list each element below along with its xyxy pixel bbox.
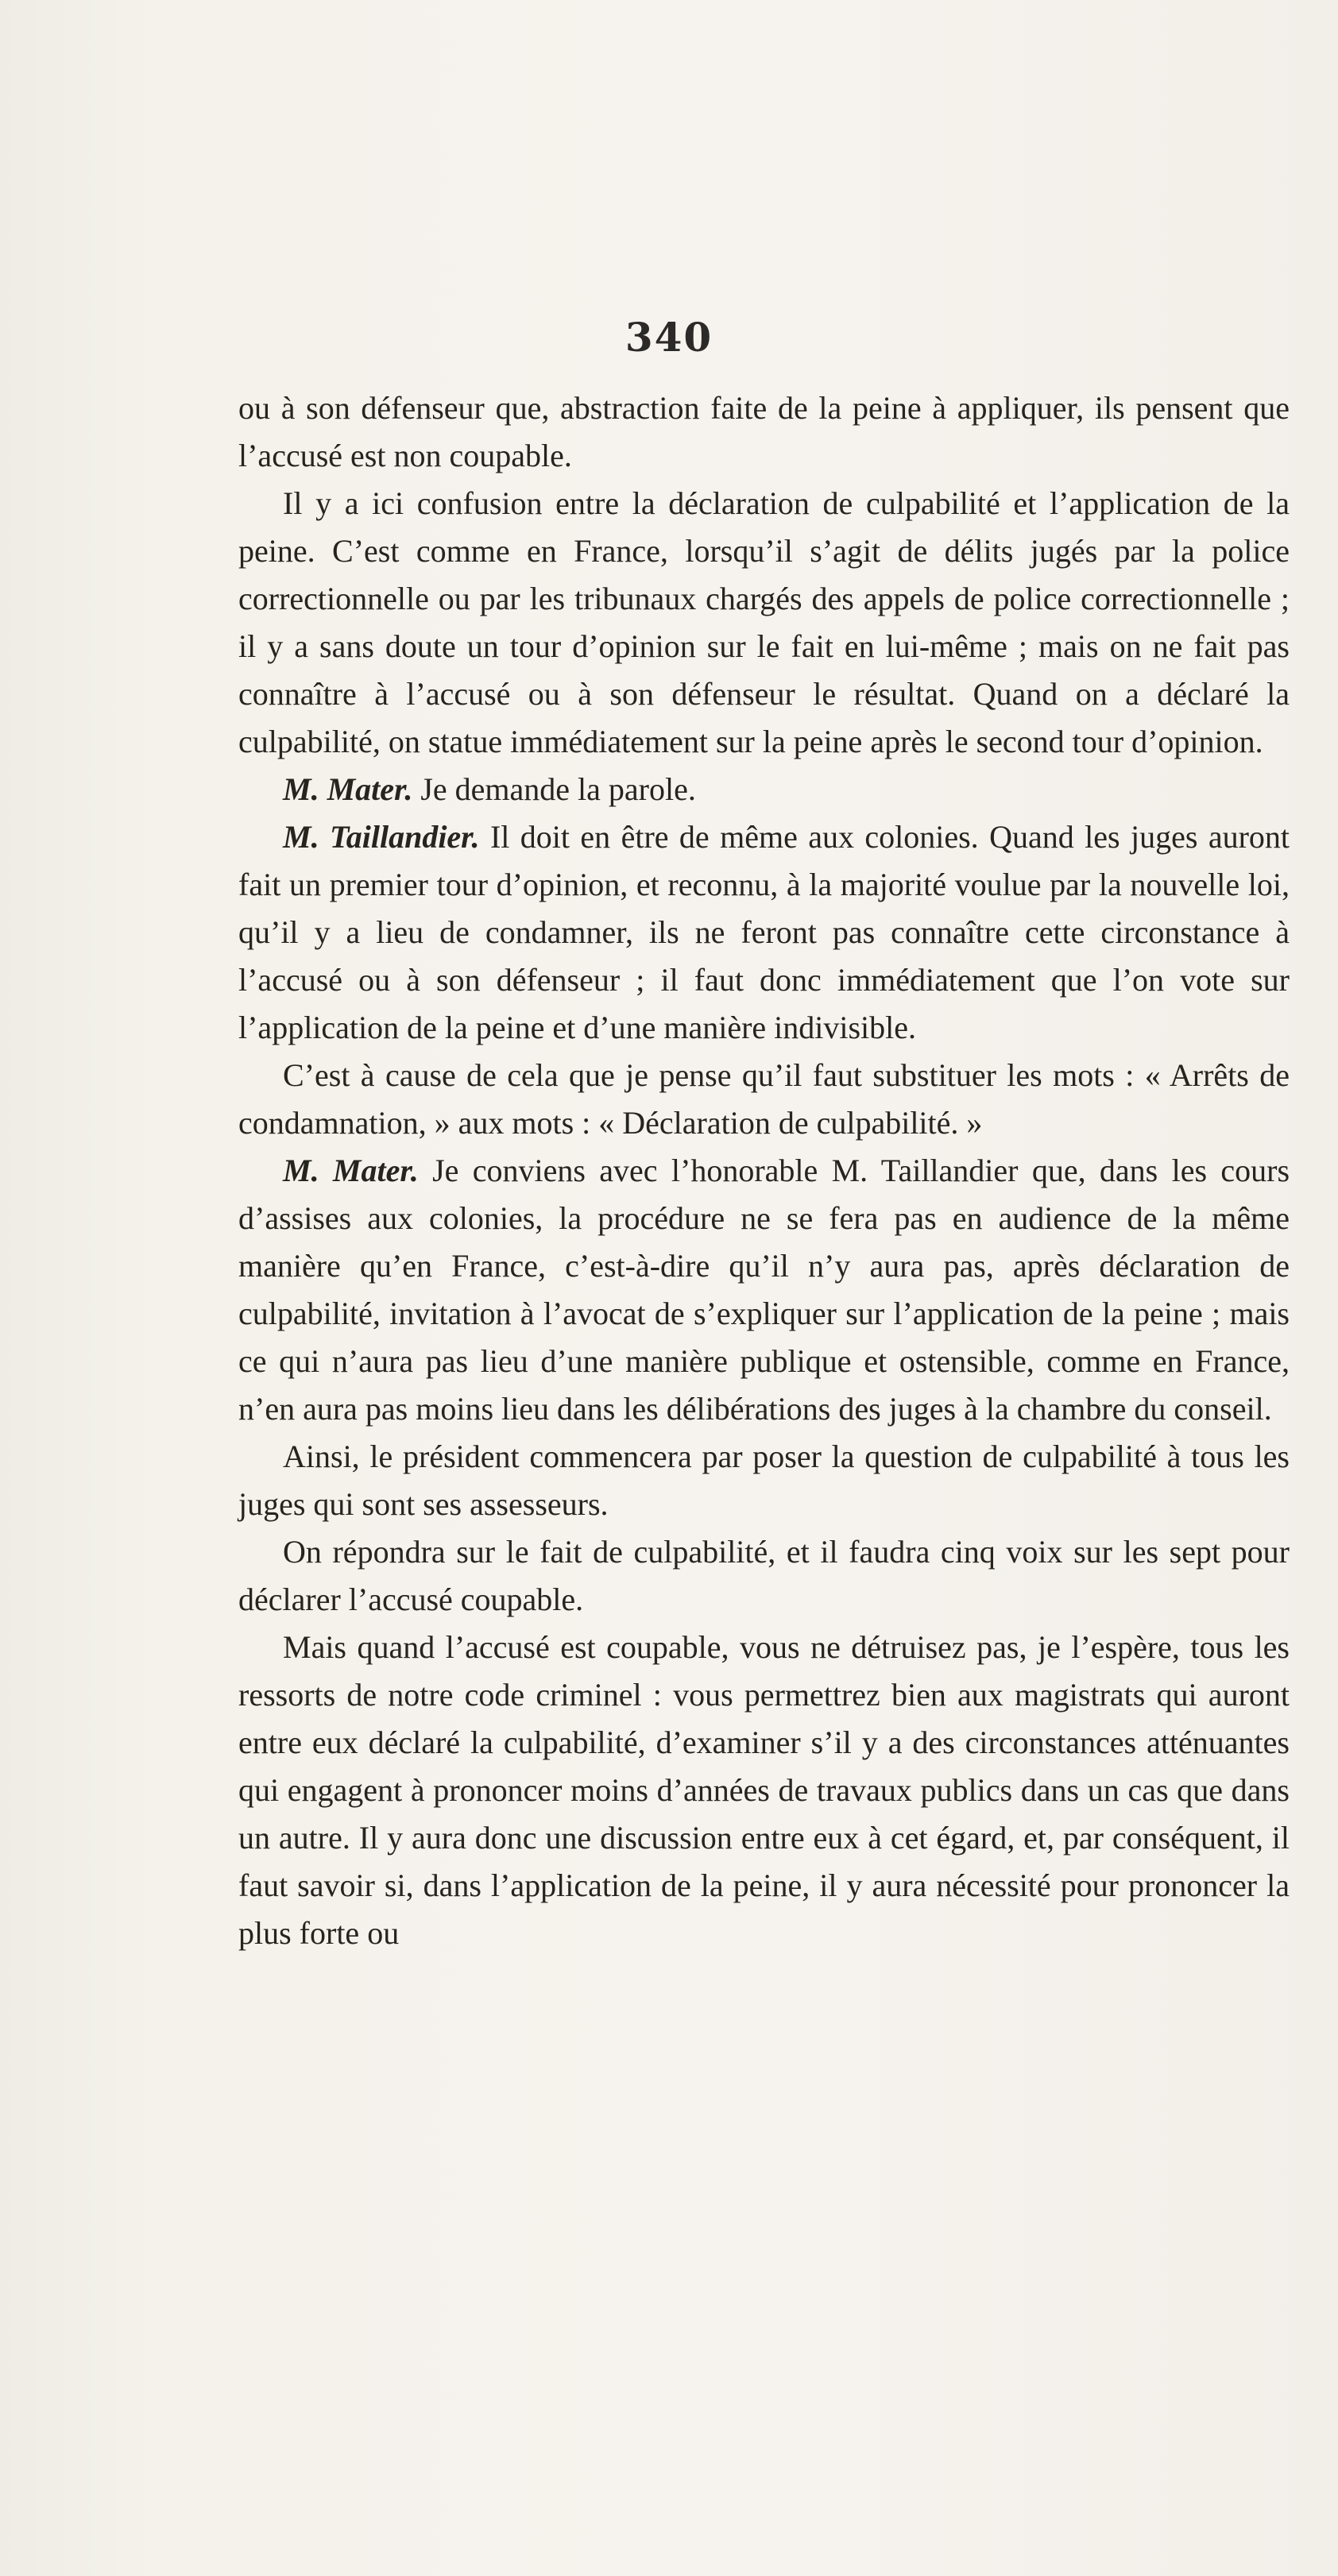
body-text	[238, 384, 1290, 1957]
paragraph-text: Mais quand l’accusé est coupable, vous ne détruisez pas, je l’espère, tous les ressorts de notre code criminel : vous permettrez bien aux magistrats qui auront entre eux déclaré la culpabilité, d’examiner s’il y a des circonstances atténuantes qui engagent à prononcer moins d’années de travaux publics dans un cas que dans un autre. Il y aura donc une discussion entre eux à cet égard, et, par conséquent, il faut savoir si, dans l’application de la peine, il y aura nécessité pour prononcer la plus forte ou	[238, 1629, 1290, 1951]
paragraph-text: Ainsi, le président commencera par poser la question de culpabilité à tous les juges qui sont ses assesseurs.	[238, 1439, 1290, 1522]
paragraph	[238, 1052, 1290, 1147]
paragraph-text: On répondra sur le fait de culpabilité, et il faudra cinq voix sur les sept pour déclarer l’accusé coupable.	[238, 1534, 1290, 1617]
paragraph-text: Je conviens avec l’honorable M. Taillandier que, dans les cours d’assises aux colonies, la procédure ne se fera pas en audience de la même manière qu’en France, c’est-à-dire qu’il n’y aura pas, après déclaration de culpabilité, invitation à l’avocat de s’expliquer sur l’application de la peine ; mais ce qui n’aura pas lieu d’une manière publique et ostensible, comme en France, n’en aura pas moins lieu dans les délibérations des juges à la chambre du conseil.	[238, 1153, 1290, 1427]
speaker-name: M. Taillandier.	[283, 819, 480, 855]
paragraph	[238, 1147, 1290, 1433]
paragraph-text: Il y a ici confusion entre la déclaration de culpabilité et l’application de la peine. C’est comme en France, lorsqu’il s’agit de délits jugés par la police correctionnelle ou par les tribunaux chargés des appels de police correctionnelle ; il y a sans doute un tour d’opinion sur le fait en lui-même ; mais on ne fait pas connaître à l’accusé ou à son défenseur le résultat. Quand on a déclaré la culpabilité, on statue immédiatement sur la peine après le second tour d’opinion.	[238, 485, 1290, 759]
paragraph	[238, 384, 1290, 480]
paragraph-text: C’est à cause de cela que je pense qu’il faut substituer les mots : « Arrêts de condamnation, » aux mots : « Déclaration de culpabilité. »	[238, 1057, 1290, 1141]
paragraph	[238, 813, 1290, 1052]
paragraph-text: Il doit en être de même aux colonies. Quand les juges auront fait un premier tour d’opinion, et reconnu, à la majorité voulue par la nouvelle loi, qu’il y a lieu de condamner, ils ne feront pas connaître cette circonstance à l’accusé ou à son défenseur ; il faut donc immédiatement que l’on vote sur l’application de la peine et d’une manière indivisible.	[238, 819, 1290, 1045]
paragraph	[238, 1528, 1290, 1624]
speaker-name: M. Mater.	[283, 1153, 419, 1188]
paragraph	[238, 480, 1290, 766]
paragraph	[238, 1624, 1290, 1957]
speaker-name: M. Mater.	[283, 771, 413, 807]
paragraph	[238, 1433, 1290, 1528]
paragraph-text: Je demande la parole.	[420, 771, 696, 807]
paragraph	[238, 766, 1290, 813]
paragraph-text: ou à son défenseur que, abstraction faite de la peine à appliquer, ils pensent que l’accusé est non coupable.	[238, 390, 1290, 473]
page-number: 340	[625, 314, 713, 361]
